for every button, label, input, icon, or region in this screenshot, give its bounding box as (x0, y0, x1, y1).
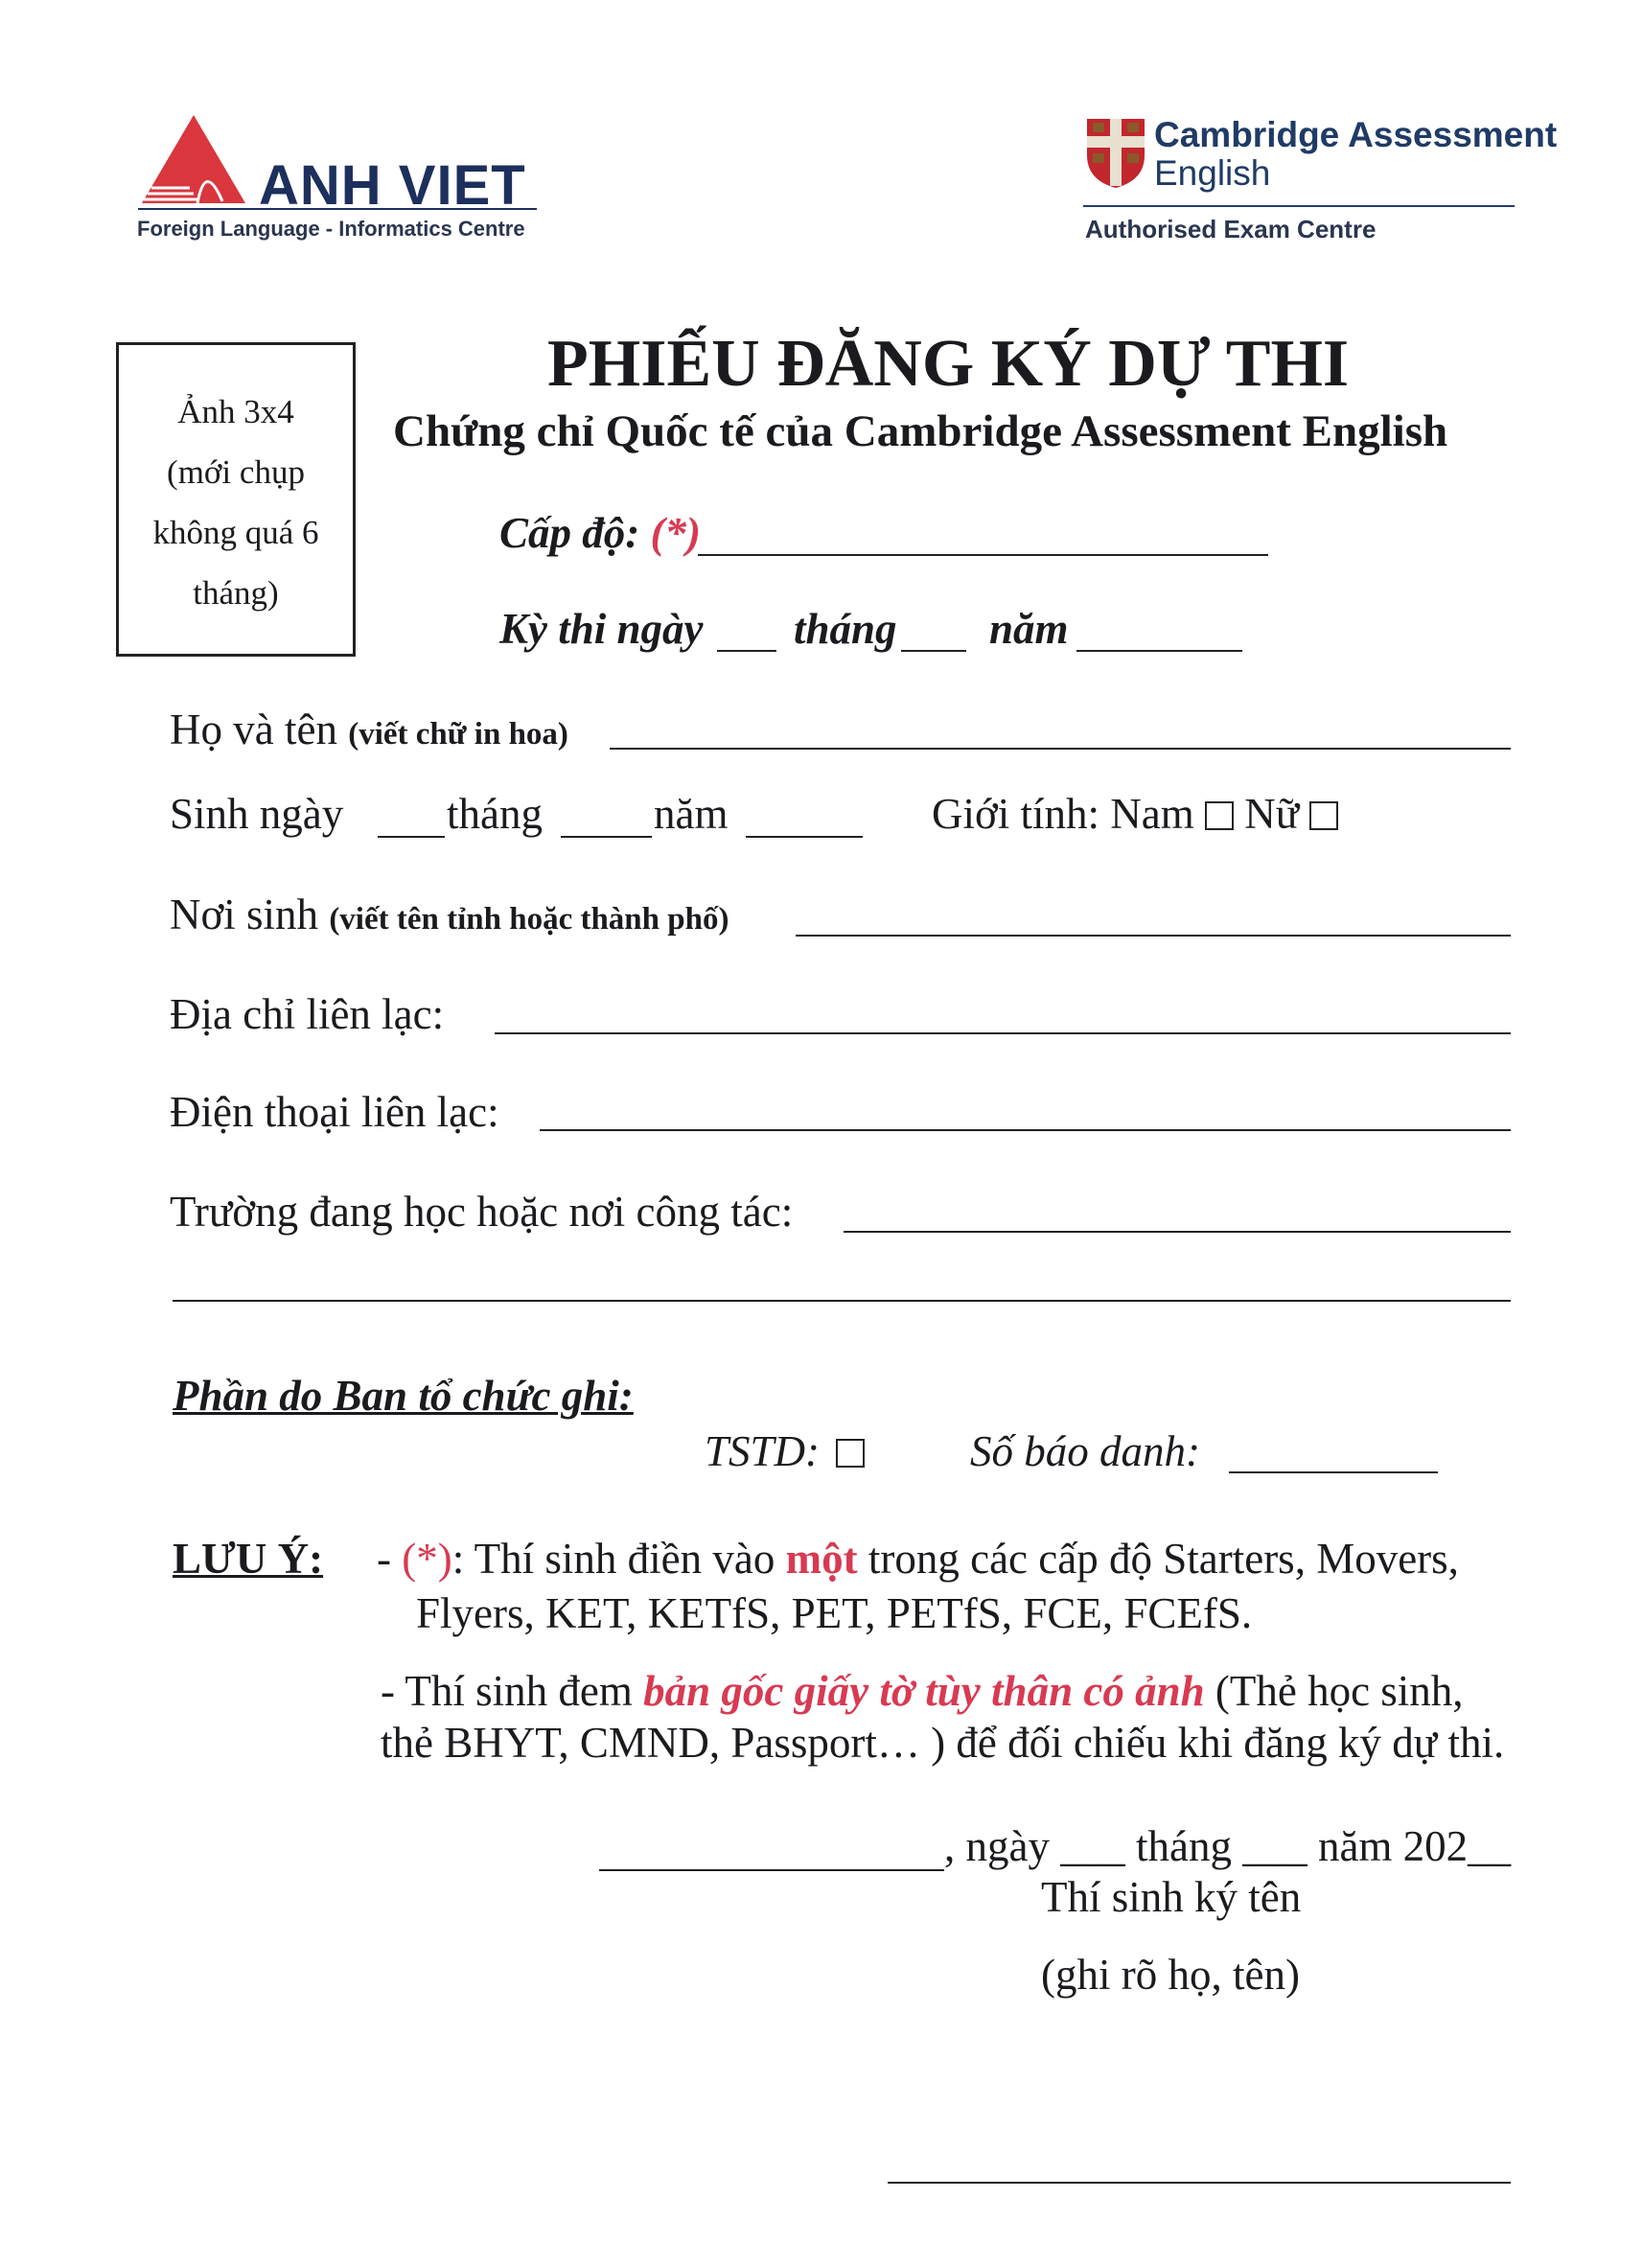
level-required-mark: (*) (650, 509, 701, 557)
note-2-emphasis: bản gốc giấy tờ tùy thân có ảnh (643, 1667, 1205, 1715)
birthplace-label-text: Nơi sinh (170, 891, 319, 938)
cambridge-logo (1083, 113, 1558, 247)
exam-year-input-line[interactable] (1076, 650, 1242, 652)
gender-label: Giới tính: Nam (932, 790, 1194, 838)
school-input-line-2[interactable] (173, 1300, 1511, 1302)
tstd-checkbox[interactable] (836, 1439, 865, 1468)
photo-line-1: Ảnh 3x4 (177, 393, 294, 430)
school-label: Trường đang học hoặc nơi công tác: (170, 1188, 794, 1236)
note-1-prefix: - (377, 1535, 403, 1583)
gender-female-label: Nữ (1244, 790, 1300, 838)
page-title: PHIẾU ĐĂNG KÝ DỰ THI (547, 327, 1350, 401)
note-2-text-a: - Thí sinh đem (381, 1667, 644, 1715)
signature-label: Thí sinh ký tên (1041, 1873, 1302, 1921)
level-label (499, 508, 701, 558)
signature-date-line: , ngày ___ tháng ___ năm 202__ (944, 1822, 1512, 1870)
place-input-line[interactable] (599, 1869, 944, 1871)
phone-label: Điện thoại liên lạc: (170, 1088, 499, 1136)
dob-day-label: Sinh ngày (170, 790, 344, 838)
photo-line-4: tháng) (193, 574, 279, 612)
address-label: Địa chỉ liên lạc: (170, 990, 445, 1038)
photo-line-3: không quá 6 (152, 514, 319, 551)
fullname-label (170, 705, 568, 754)
gender-female-checkbox[interactable] (1309, 801, 1338, 830)
notes-heading: LƯU Ý: (173, 1535, 324, 1583)
exam-year-label: năm (989, 605, 1069, 653)
dob-month-input-line[interactable] (561, 836, 652, 838)
birthplace-hint: (viết tên tỉnh hoặc thành phố) (329, 902, 729, 937)
birthplace-label (170, 890, 729, 939)
exam-day-label: Kỳ thi ngày (499, 605, 704, 653)
note-1-mark: (*) (402, 1535, 452, 1583)
exam-month-label: tháng (794, 605, 897, 653)
note-1-line-2: Flyers, KET, KETfS, PET, PETfS, FCE, FCEfS. (416, 1589, 1253, 1637)
anh-viet-logo (134, 113, 546, 247)
note-1-text-a: : Thí sinh điền vào (451, 1535, 786, 1583)
birthplace-input-line[interactable] (796, 935, 1511, 937)
fullname-label-text: Họ và tên (170, 706, 337, 753)
cambridge-line2: English (1154, 153, 1271, 193)
gender-group (932, 789, 1338, 839)
signature-input-line[interactable] (888, 2182, 1511, 2184)
tstd-label: TSTD: (705, 1427, 821, 1475)
note-2 (381, 1666, 1464, 1716)
note-1-text-b: trong các cấp độ Starters, Movers, (857, 1535, 1459, 1583)
note-1-emphasis: một (785, 1535, 858, 1583)
dob-month-label: tháng (447, 790, 543, 838)
note-2-line-2: thẻ BHYT, CMND, Passport… ) để đối chiếu khi đăng ký dự thi. (381, 1719, 1505, 1767)
dob-day-input-line[interactable] (378, 836, 445, 838)
gender-male-checkbox[interactable] (1205, 801, 1234, 830)
fullname-hint: (viết chữ in hoa) (348, 717, 568, 752)
page-subtitle: Chứng chỉ Quốc tế của Cambridge Assessment English (393, 406, 1448, 456)
cambridge-tagline: Authorised Exam Centre (1085, 215, 1377, 243)
organizer-heading: Phần do Ban tổ chức ghi: (173, 1372, 634, 1420)
note-1 (377, 1534, 1459, 1584)
candidate-no-input-line[interactable] (1229, 1471, 1438, 1473)
phone-input-line[interactable] (540, 1129, 1511, 1131)
cambridge-line1: Cambridge Assessment (1154, 115, 1558, 154)
level-label-text: Cấp độ: (499, 509, 640, 557)
photo-line-2: (mới chụp (167, 453, 305, 491)
level-input-line[interactable] (698, 554, 1268, 556)
candidate-no-label: Số báo danh: (970, 1427, 1200, 1475)
cambridge-divider (1083, 205, 1515, 207)
photo-placeholder-box (116, 342, 356, 657)
school-input-line[interactable] (844, 1231, 1511, 1233)
anh-viet-tagline: Foreign Language - Informatics Centre (137, 217, 525, 241)
cambridge-shield-icon (1085, 117, 1146, 190)
fullname-input-line[interactable] (610, 748, 1511, 750)
exam-month-input-line[interactable] (901, 650, 966, 652)
signature-hint: (ghi rõ họ, tên) (1041, 1951, 1300, 1999)
tstd-group (705, 1426, 865, 1476)
dob-year-label: năm (654, 790, 729, 838)
exam-day-input-line[interactable] (717, 650, 776, 652)
dob-year-input-line[interactable] (746, 836, 863, 838)
address-input-line[interactable] (495, 1032, 1511, 1034)
anh-viet-name: ANH VIET (259, 154, 526, 217)
note-2-text-b: (Thẻ học sinh, (1204, 1667, 1464, 1715)
